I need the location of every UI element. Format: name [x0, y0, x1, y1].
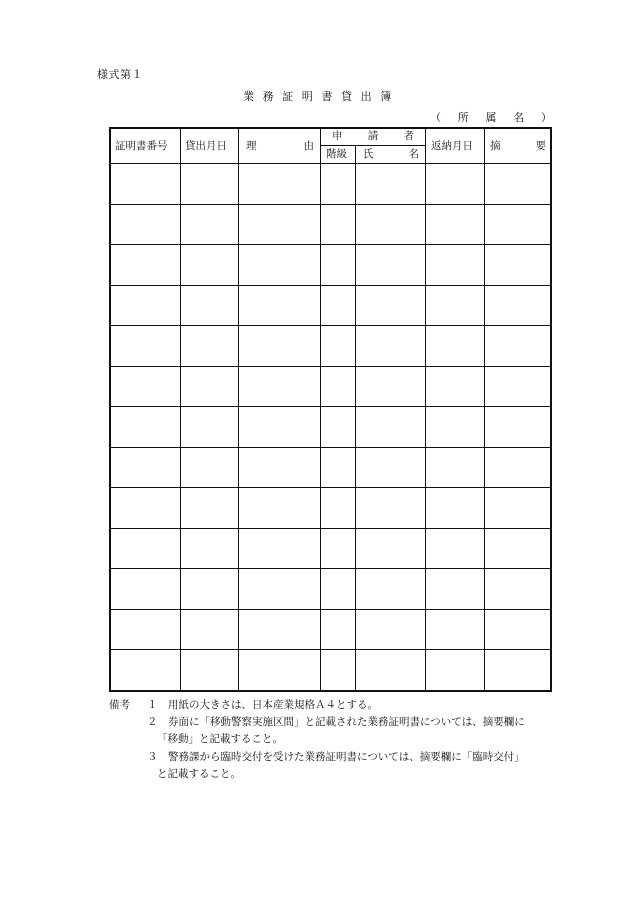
notes-label: 備考 — [109, 699, 130, 711]
affiliation-char: 所 — [457, 111, 469, 124]
form-number: 様式第１ — [97, 68, 143, 81]
header-applicant-char: 者 — [403, 130, 414, 142]
note-text-continued: 「移動」と記載すること。 — [157, 733, 283, 745]
affiliation-open-paren: （ — [430, 111, 441, 124]
header-remarks-char: 要 — [535, 140, 546, 152]
header-cert-number: 証明書番号 — [115, 140, 168, 152]
lending-ledger-table — [109, 127, 552, 692]
affiliation-field — [430, 109, 552, 125]
note-text: 券面に「移動警察実施区間」と記載された業務証明書については、摘要欄に — [168, 716, 525, 728]
header-remarks-char: 摘 — [490, 140, 501, 152]
header-name-char: 氏 — [363, 148, 374, 160]
header-lend-date: 貸出月日 — [185, 140, 227, 152]
header-name-char: 名 — [408, 148, 419, 160]
header-rank: 階級 — [326, 148, 347, 160]
document-title: 業務証明書貸出簿 — [243, 90, 400, 103]
table-grid-lines — [111, 129, 550, 690]
header-name — [363, 148, 419, 160]
note-text-continued: と記載すること。 — [157, 768, 241, 780]
header-return-date: 返納月日 — [431, 140, 473, 152]
header-reason — [246, 140, 314, 152]
affiliation-close-paren: ） — [541, 111, 552, 124]
note-number: ３ — [147, 751, 158, 763]
note-text: 用紙の大きさは、日本産業規格Ａ４とする。 — [168, 699, 378, 711]
note-number: ２ — [147, 716, 158, 728]
header-applicant-char: 申 — [332, 130, 343, 142]
header-reason-char: 由 — [303, 140, 314, 152]
header-reason-char: 理 — [246, 140, 257, 152]
header-remarks — [490, 140, 546, 152]
note-text: 警務課から臨時交付を受けた業務証明書については、摘要欄に「臨時交付」 — [168, 751, 525, 763]
note-number: １ — [147, 699, 158, 711]
header-applicant — [332, 130, 414, 142]
header-applicant-char: 請 — [367, 130, 379, 142]
affiliation-char: 属 — [485, 111, 497, 124]
affiliation-char: 名 — [513, 111, 525, 124]
